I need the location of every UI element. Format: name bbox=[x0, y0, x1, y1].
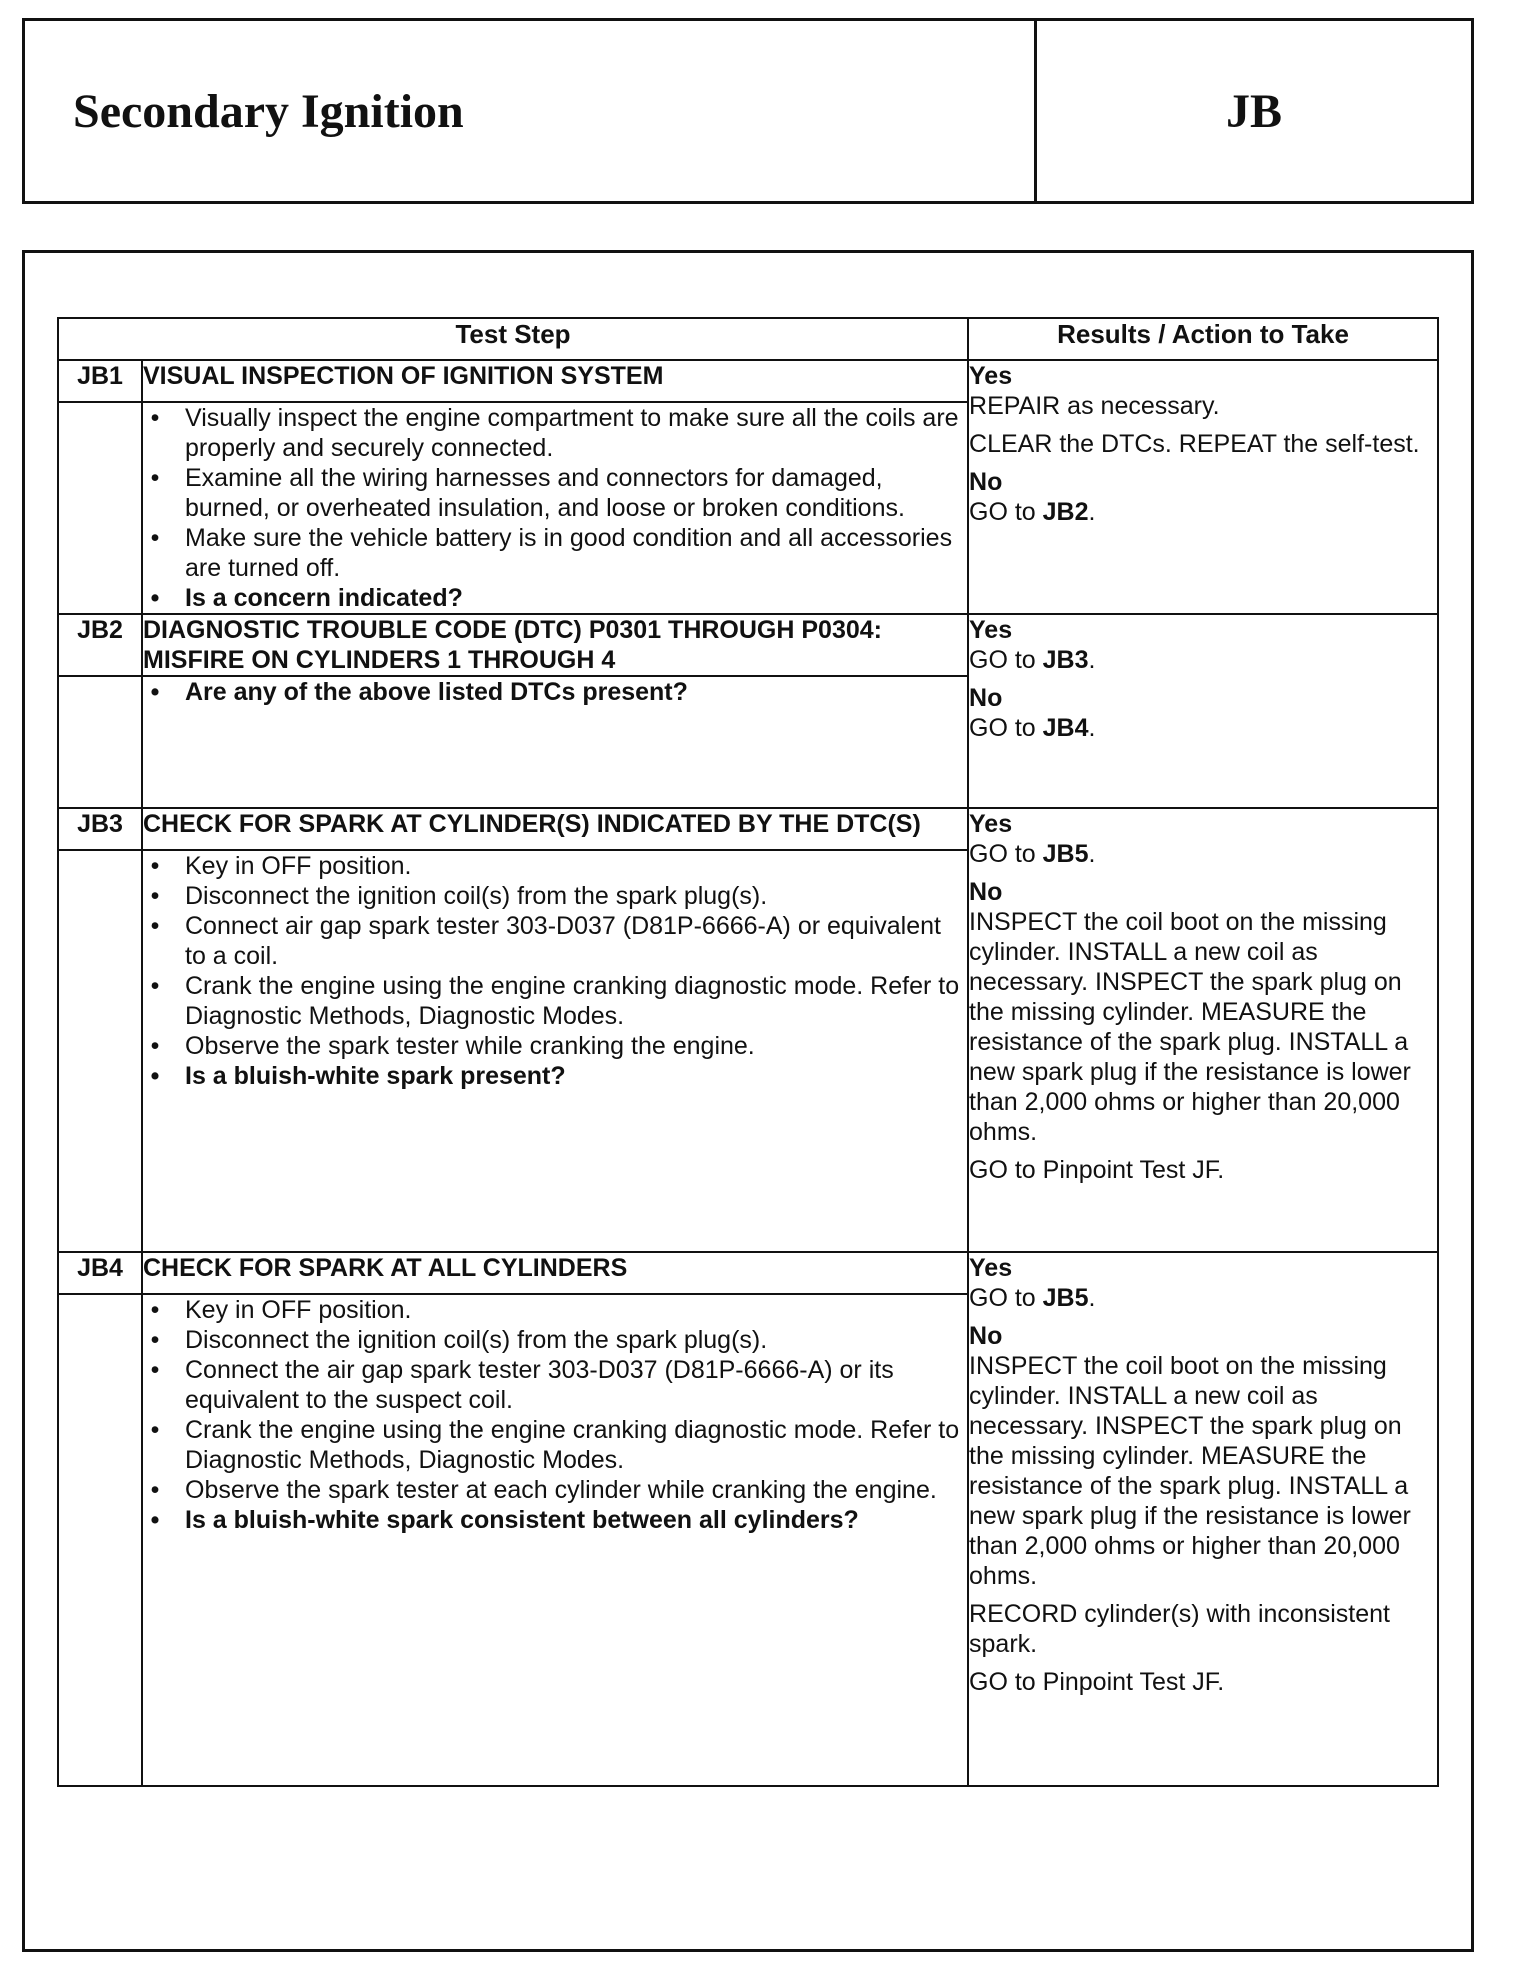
goto-target: JB5 bbox=[1042, 1284, 1089, 1312]
bullet-item: • Connect the air gap spark tester 303-D037 (D81P-6666-A) or its equivalent to the suspect coil. bbox=[185, 1355, 967, 1415]
goto-target: JB3 bbox=[1042, 646, 1089, 674]
goto-link[interactable]: GO to Pinpoint Test JF. bbox=[969, 1156, 1225, 1184]
bullet-item: • Examine all the wiring harnesses and connectors for damaged, burned, or overheated insulation, and loose or broken conditions. bbox=[185, 463, 967, 523]
step-id-blank bbox=[58, 676, 142, 808]
step-bullets bbox=[143, 403, 967, 613]
goto-prefix: GO to bbox=[969, 1284, 1043, 1312]
step-title-row bbox=[58, 808, 1438, 850]
result-text: CLEAR the DTCs. REPEAT the self-test. bbox=[969, 430, 1420, 458]
step-id: JB1 bbox=[58, 360, 142, 402]
pinpoint-test-frame bbox=[22, 250, 1474, 1952]
step-title: CHECK FOR SPARK AT ALL CYLINDERS bbox=[142, 1252, 968, 1294]
pinpoint-test-table bbox=[57, 317, 1439, 1787]
result-text: INSPECT the coil boot on the missing cylinder. INSTALL a new coil as necessary. INSPECT the spark plug on the missing cylinder. MEASURE the resistance of the spark plug. INSTALL a new spark plug if the resistance is lower than 2,000 ohms or higher than 20,000 ohms. bbox=[969, 1352, 1411, 1590]
step-id-blank bbox=[58, 850, 142, 1252]
step-title: VISUAL INSPECTION OF IGNITION SYSTEM bbox=[142, 360, 968, 402]
goto-target: JB4 bbox=[1042, 714, 1089, 742]
bullet-item: • Observe the spark tester while cranking the engine. bbox=[185, 1031, 967, 1061]
step-title: CHECK FOR SPARK AT CYLINDER(S) INDICATED BY THE DTC(S) bbox=[142, 808, 968, 850]
step-result bbox=[968, 808, 1438, 1252]
bullet-item: • Visually inspect the engine compartment to make sure all the coils are properly and securely connected. bbox=[185, 403, 967, 463]
bullet-item: • Disconnect the ignition coil(s) from the spark plug(s). bbox=[185, 1325, 967, 1355]
no-label: No bbox=[969, 684, 1003, 712]
result-yes bbox=[969, 615, 1437, 675]
bullet-item: • Key in OFF position. bbox=[185, 851, 967, 881]
goto-prefix: GO to bbox=[969, 646, 1043, 674]
goto-prefix: GO to bbox=[969, 840, 1043, 868]
step-bullets bbox=[143, 1295, 967, 1535]
bullet-item: • Observe the spark tester at each cylinder while cranking the engine. bbox=[185, 1475, 967, 1505]
goto-link[interactable]: GO to Pinpoint Test JF. bbox=[969, 1668, 1225, 1696]
step-title: DIAGNOSTIC TROUBLE CODE (DTC) P0301 THROUGH P0304: MISFIRE ON CYLINDERS 1 THROUGH 4 bbox=[142, 614, 968, 676]
result-text: REPAIR as necessary. bbox=[969, 392, 1220, 420]
step-id: JB3 bbox=[58, 808, 142, 850]
goto-link[interactable] bbox=[969, 839, 1437, 869]
goto-link[interactable] bbox=[969, 713, 1437, 743]
goto-suffix: . bbox=[1088, 498, 1096, 526]
step-title-row bbox=[58, 360, 1438, 402]
goto-target: JB2 bbox=[1042, 498, 1089, 526]
step-question: • Are any of the above listed DTCs present? bbox=[185, 677, 967, 707]
result-yes bbox=[969, 1253, 1437, 1313]
step-body bbox=[142, 850, 968, 1252]
result-no bbox=[969, 467, 1437, 527]
step-question: • Is a bluish-white spark consistent between all cylinders? bbox=[185, 1505, 967, 1535]
bullet-item: • Disconnect the ignition coil(s) from the spark plug(s). bbox=[185, 881, 967, 911]
result-text: INSPECT the coil boot on the missing cylinder. INSTALL a new coil as necessary. INSPECT the spark plug on the missing cylinder. MEASURE the resistance of the spark plug. INSTALL a new spark plug if the resistance is lower than 2,000 ohms or higher than 20,000 ohms. bbox=[969, 908, 1411, 1146]
result-no bbox=[969, 877, 1437, 1185]
step-title-row bbox=[58, 1252, 1438, 1294]
step-result bbox=[968, 614, 1438, 808]
result-text: RECORD cylinder(s) with inconsistent spark. bbox=[969, 1600, 1390, 1658]
step-id-blank bbox=[58, 1294, 142, 1786]
step-question: • Is a concern indicated? bbox=[185, 583, 967, 613]
bullet-item: • Connect air gap spark tester 303-D037 (D81P-6666-A) or equivalent to a coil. bbox=[185, 911, 967, 971]
column-header-test-step: Test Step bbox=[58, 318, 968, 360]
table-header-row bbox=[58, 318, 1438, 360]
goto-link[interactable] bbox=[969, 645, 1437, 675]
goto-link[interactable] bbox=[969, 1283, 1437, 1313]
step-result bbox=[968, 1252, 1438, 1786]
column-header-results: Results / Action to Take bbox=[968, 318, 1438, 360]
step-bullets bbox=[143, 677, 967, 707]
step-title-row bbox=[58, 614, 1438, 676]
goto-target: JB5 bbox=[1042, 840, 1089, 868]
step-result bbox=[968, 360, 1438, 614]
goto-suffix: . bbox=[1088, 714, 1096, 742]
step-bullets bbox=[143, 851, 967, 1091]
section-code: JB bbox=[1225, 84, 1282, 138]
step-body bbox=[142, 402, 968, 614]
no-label: No bbox=[969, 1322, 1003, 1350]
result-no bbox=[969, 683, 1437, 743]
bullet-item: • Crank the engine using the engine cranking diagnostic mode. Refer to Diagnostic Methods, Diagnostic Modes. bbox=[185, 1415, 967, 1475]
yes-label: Yes bbox=[969, 1254, 1013, 1282]
header-box bbox=[22, 18, 1474, 204]
step-id: JB2 bbox=[58, 614, 142, 676]
yes-label: Yes bbox=[969, 362, 1013, 390]
goto-suffix: . bbox=[1088, 646, 1096, 674]
yes-label: Yes bbox=[969, 616, 1013, 644]
page-title: Secondary Ignition bbox=[25, 21, 1037, 201]
result-yes bbox=[969, 809, 1437, 869]
yes-label: Yes bbox=[969, 810, 1013, 838]
bullet-item: • Make sure the vehicle battery is in good condition and all accessories are turned off. bbox=[185, 523, 967, 583]
result-no bbox=[969, 1321, 1437, 1697]
result-yes bbox=[969, 361, 1437, 459]
step-body bbox=[142, 676, 968, 808]
step-question: • Is a bluish-white spark present? bbox=[185, 1061, 967, 1091]
step-body bbox=[142, 1294, 968, 1786]
goto-link[interactable] bbox=[969, 497, 1437, 527]
no-label: No bbox=[969, 468, 1003, 496]
step-id: JB4 bbox=[58, 1252, 142, 1294]
goto-prefix: GO to bbox=[969, 714, 1043, 742]
goto-suffix: . bbox=[1088, 840, 1096, 868]
goto-suffix: . bbox=[1088, 1284, 1096, 1312]
bullet-item: • Key in OFF position. bbox=[185, 1295, 967, 1325]
bullet-item: • Crank the engine using the engine cranking diagnostic mode. Refer to Diagnostic Methods, Diagnostic Modes. bbox=[185, 971, 967, 1031]
step-id-blank bbox=[58, 402, 142, 614]
goto-prefix: GO to bbox=[969, 498, 1043, 526]
no-label: No bbox=[969, 878, 1003, 906]
